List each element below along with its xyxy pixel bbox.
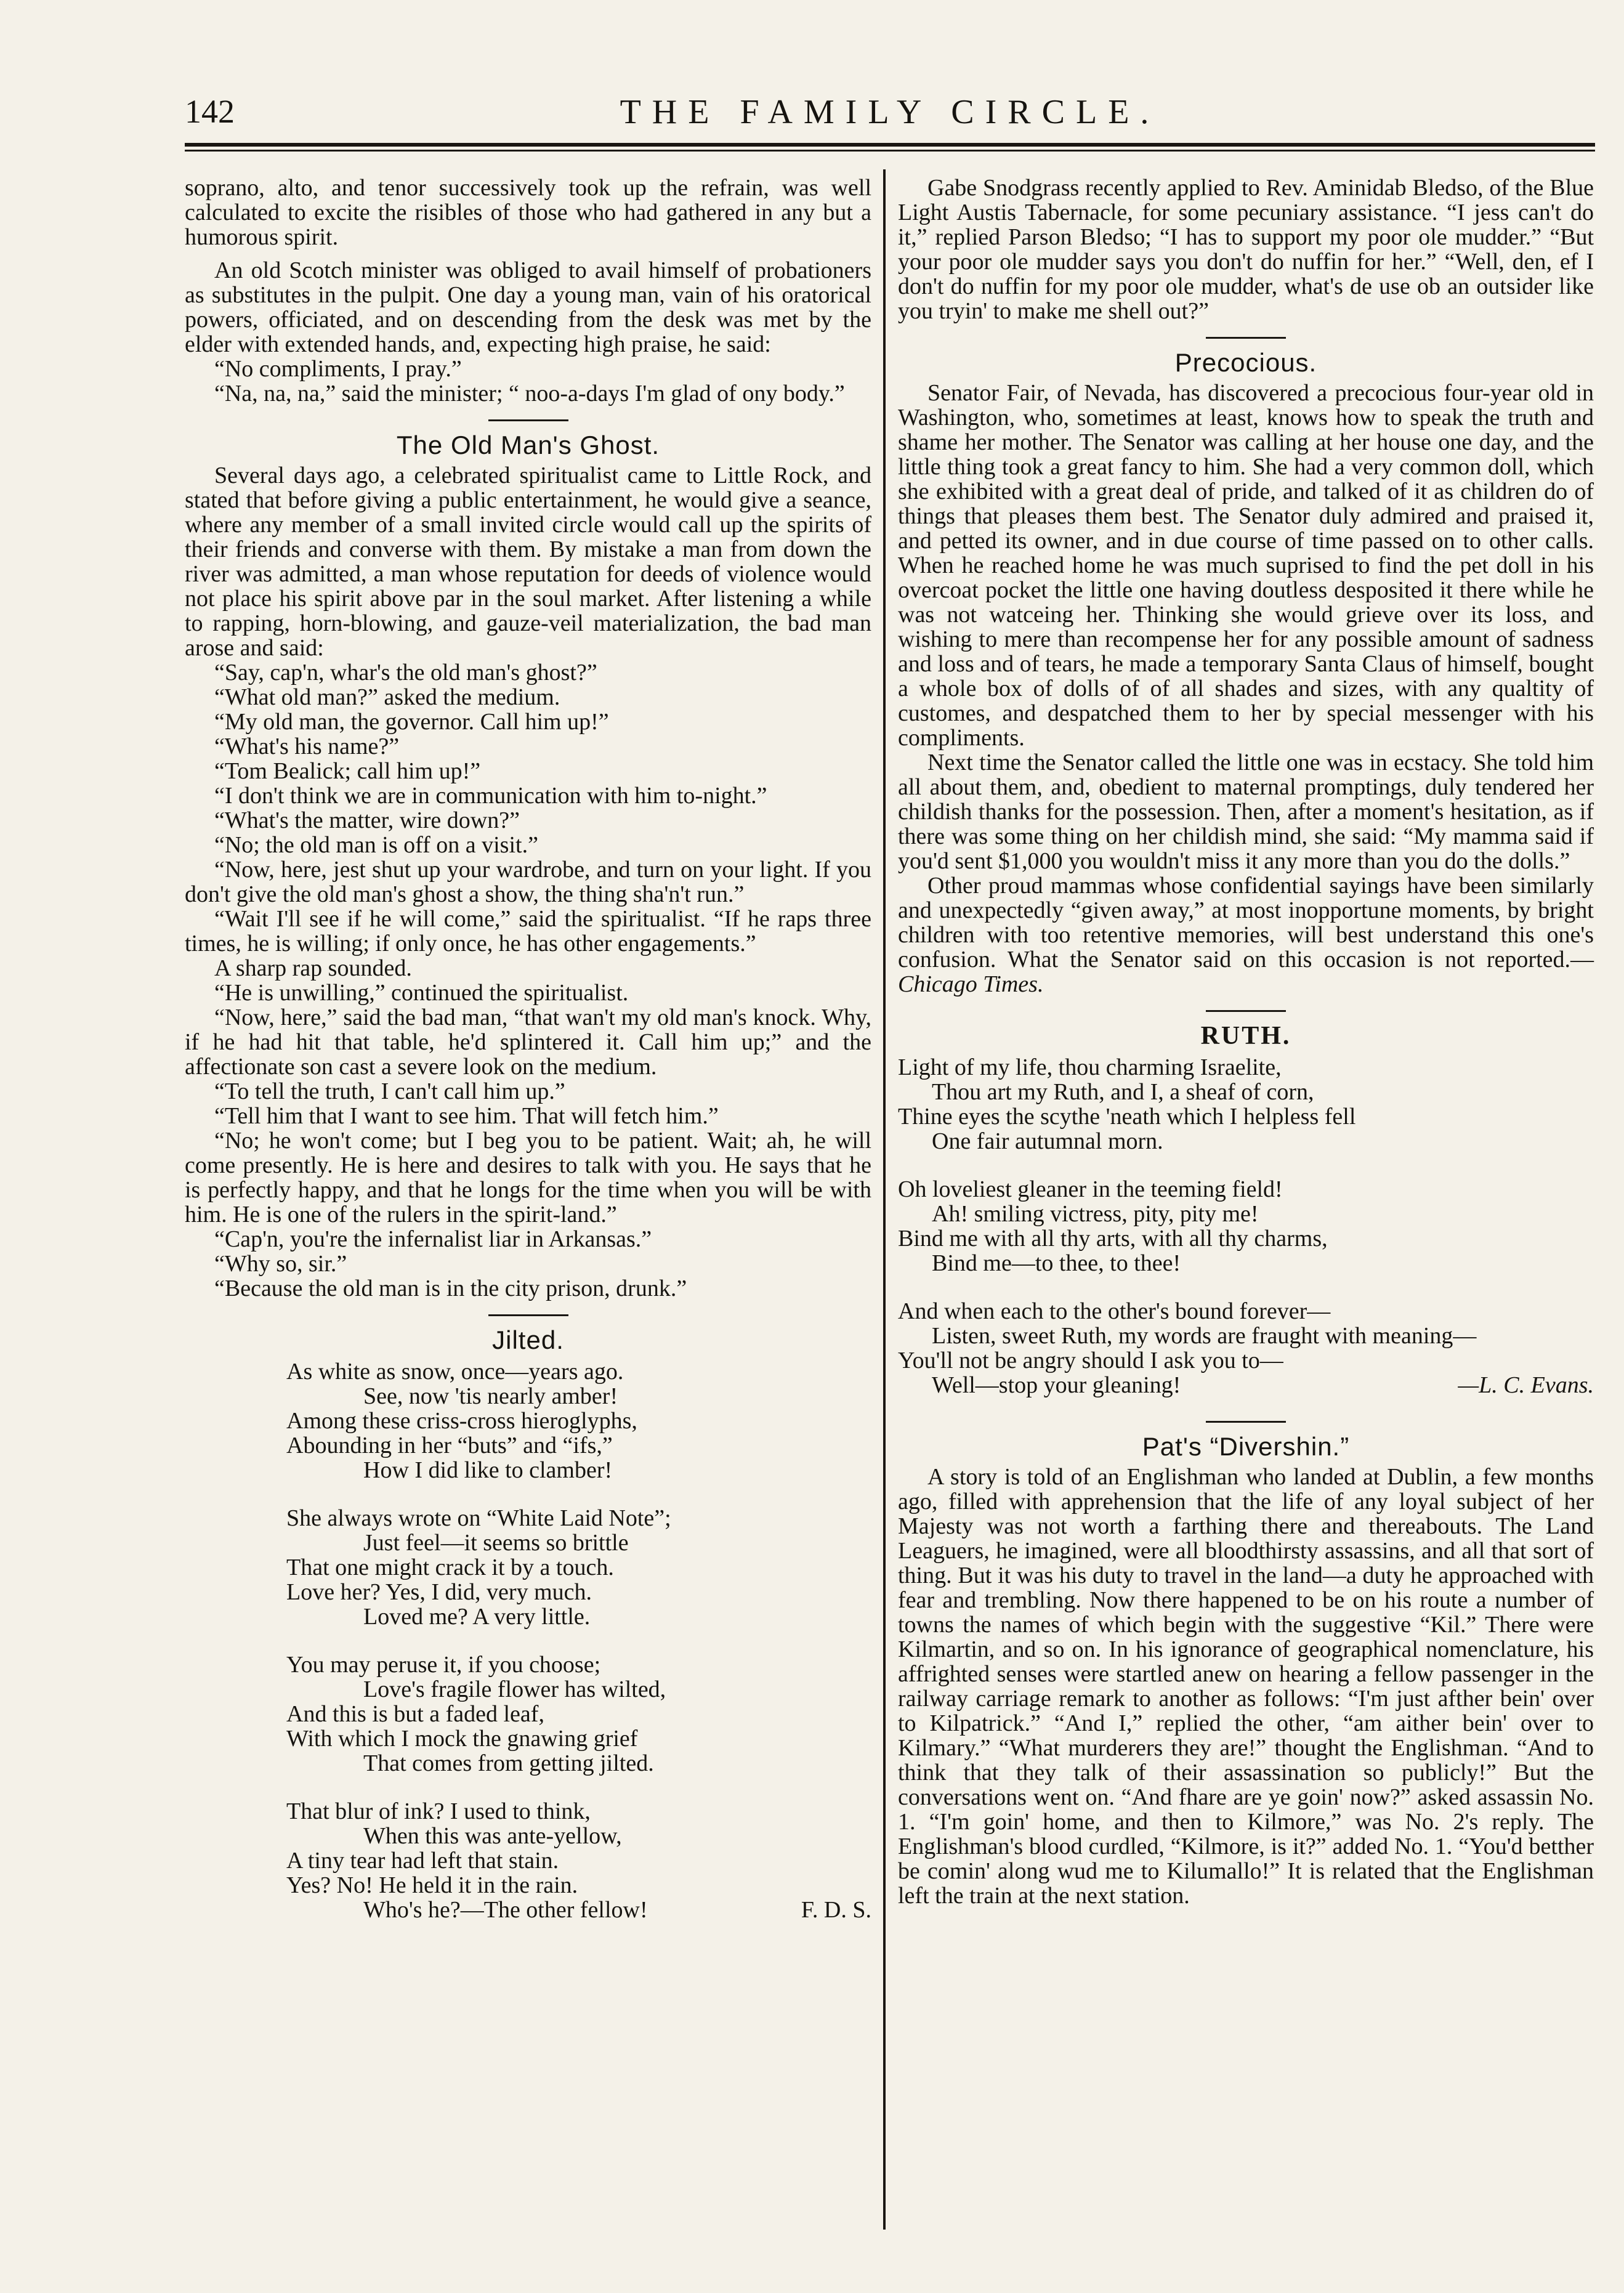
section-title-ghost: The Old Man's Ghost.	[396, 431, 660, 459]
ghost-dialogue: A sharp rap sounded.	[214, 955, 412, 981]
ghost-dialogue: “No; the old man is off on a visit.”	[214, 832, 538, 858]
poem-stanza	[185, 1506, 871, 1629]
poem-line: Among these criss-cross hieroglyphs,	[286, 1408, 637, 1434]
section-divider	[488, 419, 568, 421]
poem-byline: —L. C. Evans.	[1458, 1372, 1594, 1398]
poem-line: Who's he?—The other fellow!	[363, 1897, 648, 1923]
poem-line: And this is but a faded leaf,	[286, 1701, 544, 1727]
poem-line: Thou art my Ruth, and I, a sheaf of corn,	[932, 1079, 1314, 1105]
poem-line: Abounding in her “buts” and “ifs,”	[286, 1433, 613, 1458]
poem-line: Bind me with all thy arts, with all thy charms,	[898, 1226, 1328, 1252]
ghost-dialogue: “What's his name?”	[214, 734, 400, 759]
poem-line: Love her? Yes, I did, very much.	[286, 1579, 592, 1605]
poem-line: That comes from getting jilted.	[363, 1750, 654, 1776]
poem-line: She always wrote on “White Laid Note”;	[286, 1505, 671, 1531]
poem-line: You'll not be angry should I ask you to—	[898, 1348, 1283, 1373]
ghost-dialogue: “I don't think we are in communication with him to-night.”	[214, 783, 767, 809]
poem-line: Bind me—to thee, to thee!	[932, 1250, 1181, 1276]
ghost-dialogue: “Now, here,” said the bad man, “that wan't my old man's knock. Why, if he had hit that table, he'd splintered it. Call him up;” and the affectionate son cast a severe look on the medium.	[185, 1005, 871, 1080]
ghost-dialogue: “He is unwilling,” continued the spiritualist.	[214, 980, 629, 1006]
precocious-paragraph: Senator Fair, of Nevada, has discovered a precocious four-year old in Washington, who, sometimes at least, knows how to speak the truth and shame her mother. The Senator was calling at her house one day, and the little thing took a great fancy to him. She had a very common doll, which she exhibited with a great deal of pride, and talked of it as children do of things that pleases them best. The Senator duly admired and praised it, and petted its owner, and in due course of time passed on to other calls. When he reached home he was much suprised to find the pet doll in his overcoat pocket the little one having doutless desposited it there while he was not watceing her. Thinking she would grieve over its loss, and wishing to mere than recompense her for any possible amount of sadness and loss and of tears, he made a temporary Santa Claus of himself, bought a whole box of dolls of of all shades and sizes, with any qualtity of customes, and despatched them to her by special messenger with his compliments.	[898, 380, 1594, 751]
ghost-dialogue: “My old man, the governor. Call him up!”	[214, 709, 609, 735]
poem-line: Well—stop your gleaning!	[932, 1372, 1181, 1398]
poem-byline: F. D. S.	[801, 1897, 871, 1923]
section-divider	[1206, 337, 1286, 339]
poem-line: Listen, sweet Ruth, my words are fraught with meaning—	[932, 1323, 1477, 1349]
poem-line: When this was ante-yellow,	[363, 1823, 622, 1849]
intro-paragraph: soprano, alto, and tenor successively took up the refrain, was well calculated to excite the risibles of those who had gathered in any but a humorous spirit.	[185, 175, 871, 250]
poem-line: That one might crack it by a touch.	[286, 1555, 614, 1580]
poem-stanza	[898, 1055, 1594, 1154]
precocious-paragraph: Next time the Senator called the little one was in ecstacy. She told him all about them, and, obedient to maternal promptings, duly tendered her childish thanks for the possession. Then, after a moment's hesitation, as if there was some thing on her childish mind, she said: “My mamma said if you'd sent $1,000 you wouldn't miss it any more than you do the dolls.”	[898, 750, 1594, 874]
ghost-dialogue: “Wait I'll see if he will come,” said the spiritualist. “If he raps three times, he is willing; if only once, he has other engagements.”	[185, 906, 871, 956]
pats-paragraph: A story is told of an Englishman who landed at Dublin, a few months ago, filled with apprehension that the life of any loyal subject of her Majesty was not worth a farthing there and thereabouts. The Land Leaguers, he imagined, were all bloodthirsty assassins, and all that sort of thing. But it was his duty to travel in the land—a duty he approached with fear and trembling. Now there happened to be on his route a number of towns the names of which begin with the suggestive “Kil.” There were Kilmartin, and so on. In his ignorance of geographical nomenclature, his affrighted senses were startled anew on hearing a fellow passenger in the railway carriage remark to another as follows: “I'm just afther bein' over to Kilpatrick.” “And I,” replied the other, “am aither bein' over to Kilmary.” “What murderers they are!” thought the Englishman. “And to think that they talk of their assassination so publicly!” But the conversations went on. “And fhare are ye goin' now?” asked assassin No. 1. “I'm goin' home, and then to Kilmore,” was No. 2's reply. The Englishman's blood curdled, “Kilmore, is it?” added No. 1. “You'd betther be comin' along wud me to Kilumallo!” It is related that the Englishman left the train at the next station.	[898, 1464, 1594, 1909]
poem-line: Loved me? A very little.	[363, 1604, 591, 1630]
ghost-dialogue: “Why so, sir.”	[214, 1251, 347, 1277]
poem-stanza	[185, 1799, 871, 1922]
poem-line: As white as snow, once—years ago.	[286, 1359, 624, 1385]
section-title-ruth: RUTH.	[1200, 1022, 1291, 1050]
precocious-paragraph	[898, 873, 1594, 997]
poem-stanza	[185, 1652, 871, 1776]
poem-stanza	[185, 1359, 871, 1482]
poem-line: How I did like to clamber!	[363, 1457, 613, 1483]
poem-line: Just feel—it seems so brittle	[363, 1530, 629, 1556]
ghost-dialogue: “Tell him that I want to see him. That will fetch him.”	[214, 1103, 719, 1129]
poem-stanza	[898, 1299, 1594, 1397]
poem-line: Yes? No! He held it in the rain.	[286, 1872, 578, 1898]
ghost-dialogue: “To tell the truth, I can't call him up.”	[214, 1078, 565, 1104]
poem-line: With which I mock the gnawing grief	[286, 1726, 638, 1752]
poem-line: That blur of ink? I used to think,	[286, 1798, 591, 1824]
poem-last-line-row	[898, 1373, 1594, 1397]
scotch-paragraph: An old Scotch minister was obliged to avail himself of probationers as substitutes in the pulpit. One day a young man, vain of his oratorical powers, officiated, and on descending from the desk was met by the elder with extended hands, and, expecting high praise, he said:	[185, 257, 871, 357]
poem-line: Ah! smiling victress, pity, pity me!	[932, 1201, 1259, 1227]
poem-line: You may peruse it, if you choose;	[286, 1652, 601, 1678]
section-title-precocious: Precocious.	[1174, 348, 1317, 377]
scotch-quote: “No compliments, I pray.”	[214, 356, 462, 382]
ghost-dialogue: “What's the matter, wire down?”	[214, 807, 520, 833]
poem-line: A tiny tear had left that stain.	[286, 1848, 559, 1874]
poem-last-line-row	[185, 1898, 871, 1922]
header-rule	[185, 143, 1595, 152]
section-divider	[1206, 1010, 1286, 1012]
poem-line: One fair autumnal morn.	[932, 1128, 1163, 1154]
poem-stanza	[898, 1177, 1594, 1276]
ghost-dialogue: “Now, here, jest shut up your wardrobe, and turn on your light. If you don't give the old man's ghost a show, the thing sha'n't run.”	[185, 857, 871, 907]
poem-line: See, now 'tis nearly amber!	[363, 1383, 618, 1409]
precocious-text: Other proud mammas whose confidential sayings have been similarly and unexpectedly “given away,” at most inopportune moments, by bright children with too retentive memories, will best understand this one's confusion. What the Senator said on this occasion is not reported.—	[898, 873, 1594, 973]
masthead-title: THE FAMILY CIRCLE.	[620, 93, 1160, 131]
column-divider	[883, 169, 886, 2230]
ghost-dialogue: “Say, cap'n, whar's the old man's ghost?”	[214, 660, 597, 685]
ghost-dialogue: “No; he won't come; but I beg you to be patient. Wait; ah, he will come presently. He is here and desires to talk with you. He says that he is perfectly happy, and that he longs for the time when you will be with him. He is one of the rulers in the spirit-land.”	[185, 1128, 871, 1227]
section-title-jilted: Jilted.	[492, 1325, 564, 1354]
source-credit: Chicago Times.	[898, 971, 1044, 997]
section-divider	[1206, 1421, 1286, 1423]
poem-jilted	[185, 1359, 871, 1922]
section-title-pats: Pat's “Divershin.”	[1142, 1432, 1350, 1461]
poem-line: Thine eyes the scythe 'neath which I helpless fell	[898, 1104, 1356, 1130]
poem-line: Oh loveliest gleaner in the teeming field!	[898, 1176, 1283, 1202]
poem-ruth	[898, 1055, 1594, 1397]
ghost-dialogue: “What old man?” asked the medium.	[214, 684, 560, 710]
scotch-quote: “Na, na, na,” said the minister; “ noo-a-days I'm glad of ony body.”	[214, 381, 845, 406]
poem-line: Love's fragile flower has wilted,	[363, 1676, 666, 1702]
poem-line: Light of my life, thou charming Israelite,	[898, 1054, 1282, 1080]
section-divider	[488, 1314, 568, 1316]
gabe-paragraph: Gabe Snodgrass recently applied to Rev. Aminidab Bledso, of the Blue Light Austis Tabernacle, for some pecuniary assistance. “I jess can't do it,” replied Parson Bledso; “I has to support my poor ole mudder.” “But your poor ole mudder says you don't do nuffin for her.” “Well, den, ef I don't do nuffin for my poor ole mudder, what's de use ob an outsider like you tryin' to make me shell out?”	[898, 175, 1594, 324]
ghost-dialogue: “Cap'n, you're the infernalist liar in Arkansas.”	[214, 1226, 652, 1252]
ghost-dialogue: “Because the old man is in the city prison, drunk.”	[214, 1276, 687, 1301]
ghost-paragraph: Several days ago, a celebrated spiritualist came to Little Rock, and stated that before giving a public entertainment, he would give a seance, where any member of a small invited circle would call up the spirits of their friends and converse with them. By mistake a man from down the river was admitted, a man whose reputation for deeds of violence would not place his spirit above par in the soul market. After listening a while to rapping, horn-blowing, and gauze-veil materialization, the bad man arose and said:	[185, 463, 871, 661]
page-header	[185, 92, 1595, 148]
right-column	[898, 176, 1594, 1908]
poem-line: And when each to the other's bound forever—	[898, 1298, 1331, 1324]
page-number: 142	[185, 93, 235, 130]
left-column	[185, 176, 871, 1946]
ghost-dialogue: “Tom Bealick; call him up!”	[214, 758, 481, 784]
